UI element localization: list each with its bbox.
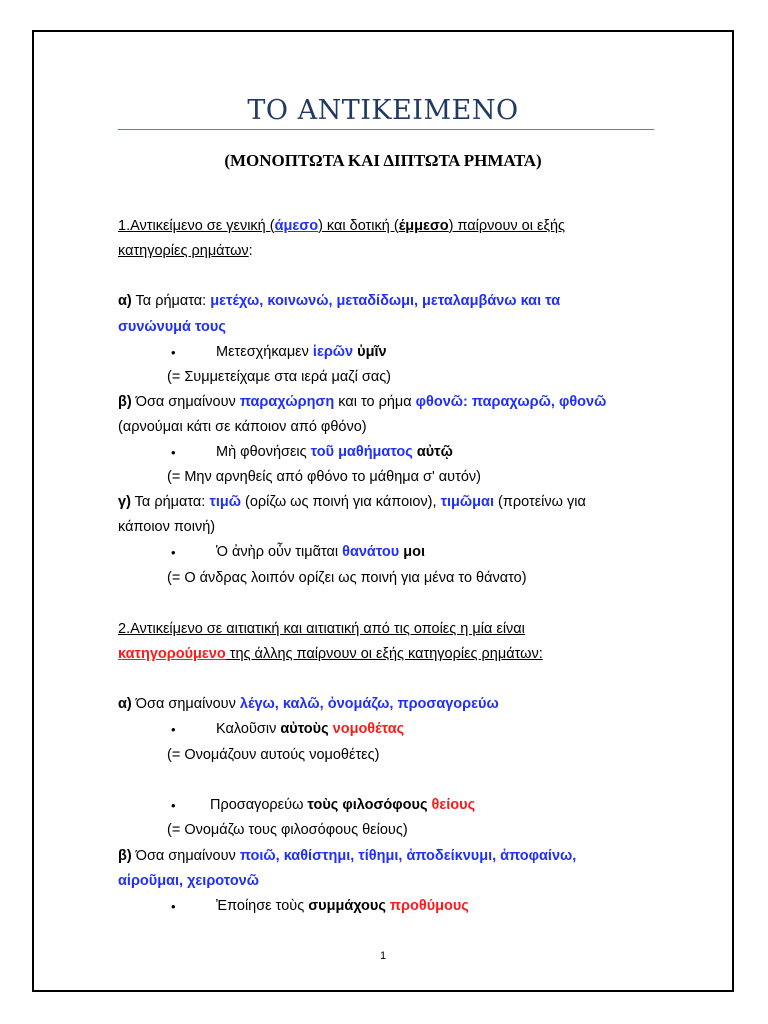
s1-c-example: Ὁ ἀνὴρ οὖν τιμᾶται θανάτου μοι — [216, 544, 425, 560]
section1-heading-line2: κατηγορίες ρημάτων: — [118, 243, 253, 259]
s1-c-line1: γ) Τα ρήματα: τιμῶ (ορίζω ως ποινή για κάποιον), τιμῶμαι (προτείνω για — [118, 494, 586, 510]
s2-b-line1: β) Όσα σημαίνουν ποιῶ, καθίστημι, τίθημι, ἀποδείκνυμι, ἀποφαίνω, — [118, 848, 577, 864]
s1-b-example: Μὴ φθονήσεις τοῦ μαθήματος αὐτῷ — [216, 444, 453, 460]
s1-a-translation: (= Συμμετείχαμε στα ιερά μαζί σας) — [167, 369, 392, 385]
s2-a-example1: Καλοῦσιν αὐτοὺς νομοθέτας — [216, 721, 405, 737]
document-title: ΤΟ ΑΝΤΙΚΕΙΜΕΝΟ — [247, 95, 519, 126]
bullet: • — [171, 899, 176, 914]
section2-heading-line2: κατηγορούμενο της άλλης παίρνουν οι εξής κατηγορίες ρημάτων: — [118, 646, 543, 662]
section1-heading-line1: 1.Αντικείμενο σε γενική (άμεσο) και δοτική (έμμεσο) παίρνουν οι εξής — [118, 218, 565, 234]
s1-c-translation: (= Ο άνδρας λοιπόν ορίζει ως ποινή για μένα το θάνατο) — [167, 570, 527, 586]
s2-a-line1: α) Όσα σημαίνουν λέγω, καλῶ, ὀνομάζω, προσαγορεύω — [118, 696, 499, 712]
title-divider — [118, 129, 654, 130]
s1-a-line2: συνώνυμά τους — [118, 319, 226, 335]
s1-c-line2: κάποιον ποινή) — [118, 519, 216, 535]
section2-heading-line1: 2.Αντικείμενο σε αιτιατική και αιτιατική από τις οποίες η μία είναι — [118, 621, 525, 637]
s1-a-line1: α) Τα ρήματα: μετέχω, κοινωνώ, μεταδίδωμι, μεταλαμβάνω και τα — [118, 293, 561, 309]
page-number: 1 — [379, 950, 387, 962]
bullet: • — [171, 798, 176, 813]
s2-b-example: Ἐποίησε τοὺς συμμάχους προθύμους — [216, 898, 469, 914]
bullet: • — [171, 345, 176, 360]
s2-a-example2: Προσαγορεύω τοὺς φιλοσόφους θείους — [210, 797, 476, 813]
document-subtitle: (ΜΟΝΟΠΤΩΤΑ ΚΑΙ ΔΙΠΤΩΤΑ ΡΗΜΑΤΑ) — [224, 151, 542, 170]
s1-b-line1: β) Όσα σημαίνουν παραχώρηση και το ρήμα φθονῶ: παραχωρῶ, φθονῶ — [118, 394, 607, 410]
bullet: • — [171, 545, 176, 560]
s2-a-translation1: (= Ονομάζουν αυτούς νομοθέτες) — [167, 747, 380, 763]
bullet: • — [171, 445, 176, 460]
s1-b-line2: (αρνούμαι κάτι σε κάποιον από φθόνο) — [118, 419, 367, 435]
s2-a-translation2: (= Ονομάζω τους φιλοσόφους θείους) — [167, 822, 408, 838]
s1-a-example: Μετεσχήκαμεν ἱερῶν ὑμῖν — [216, 344, 387, 360]
s1-b-translation: (= Μην αρνηθείς από φθόνο το μάθημα σ' αυτόν) — [167, 469, 481, 485]
document-page — [32, 30, 734, 992]
s2-b-line2: αἱροῦμαι, χειροτονῶ — [118, 873, 259, 889]
bullet: • — [171, 722, 176, 737]
